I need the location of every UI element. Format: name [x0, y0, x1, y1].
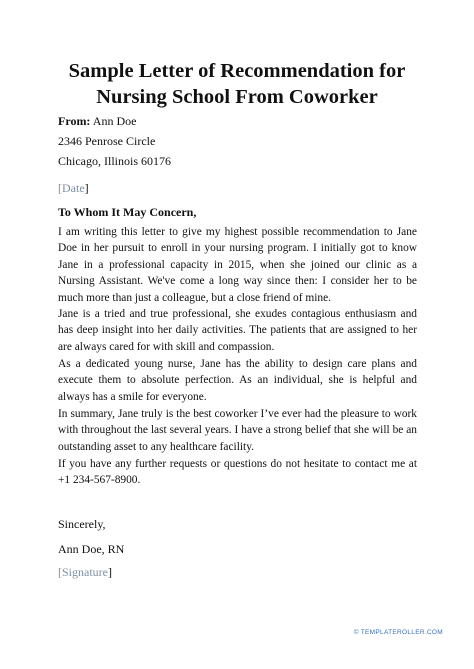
- signature-field: [58, 565, 112, 580]
- body-paragraph-5: If you have any further requests or questions do not hesitate to contact me at +1 234-567-8900.: [58, 458, 417, 487]
- date-placeholder: Date: [62, 181, 85, 195]
- body-paragraph-4: In summary, Jane truly is the best coworker I’ve ever had the pleasure to work with throughout the last several years. I have a strong belief that she will be an outstanding asset to any healthcare facility.: [58, 408, 417, 453]
- from-label: From:: [58, 114, 91, 128]
- sender-name: Ann Doe: [92, 114, 137, 128]
- body-paragraph-2: Jane is a tried and true professional, she exudes contagious enthusiasm and has deep insight into her daily activities. The patients that are assigned to her are always cared for with skill and compassion.: [58, 308, 417, 353]
- title-line-2: Nursing School From Coworker: [96, 86, 378, 108]
- signer-name: Ann Doe, RN: [58, 542, 125, 556]
- signature-bracket-open: [: [58, 565, 62, 579]
- date-bracket-close: ]: [84, 181, 89, 195]
- sender-city: Chicago, Illinois 60176: [58, 154, 171, 168]
- date-field: [58, 181, 89, 196]
- sender-street: 2346 Penrose Circle: [58, 134, 156, 148]
- greeting: To Whom It May Concern,: [58, 205, 197, 219]
- signature-placeholder: Signature: [62, 565, 108, 579]
- valediction: Sincerely,: [58, 517, 106, 531]
- body-paragraph-3: As a dedicated young nurse, Jane has the ability to design care plans and execute them to absolute perfection. As an individual, she is helpful and always has a smile for everyone.: [58, 358, 417, 403]
- sender-from-line: [58, 114, 136, 129]
- body-paragraph-1: I am writing this letter to give my highest possible recommendation to Jane Doe in her pursuit to enroll in your nursing program. I initially got to know Jane in a professional capacity in 2015, when she joined our clinic as a Nursing Assistant. We've come a long way since then: I consider her to be much more than just a colleague, but a close friend of mine.: [58, 226, 417, 304]
- page-title: [30, 58, 444, 110]
- title-line-1: Sample Letter of Recommendation for: [68, 60, 406, 82]
- date-bracket-open: [: [58, 181, 62, 195]
- footer-brand-link[interactable]: © TEMPLATEROLLER.COM: [353, 629, 443, 636]
- signature-bracket-close: ]: [108, 565, 112, 579]
